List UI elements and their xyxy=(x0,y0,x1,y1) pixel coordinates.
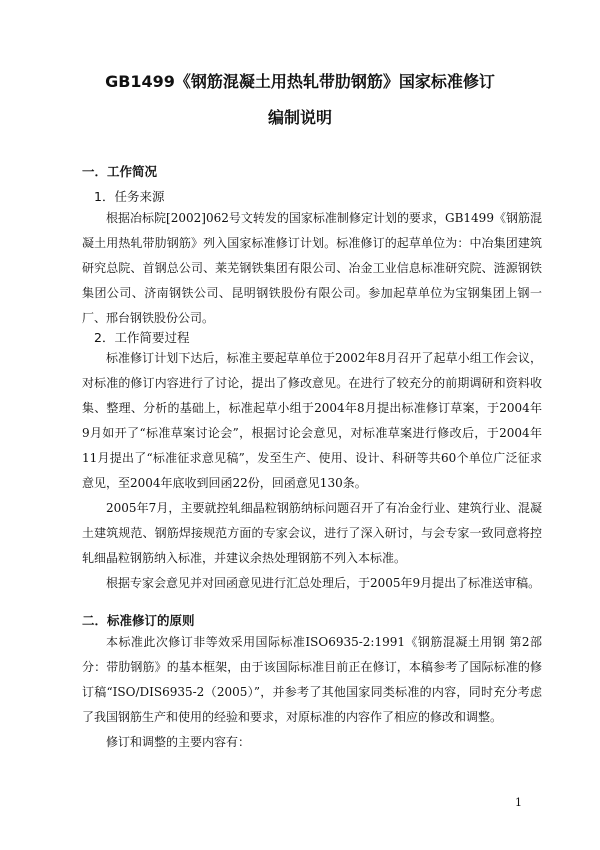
document-subtitle: 编制说明 xyxy=(267,108,332,127)
section2-paragraph-1: 本标准此次修订非等效采用国际标准ISO6935-2:1991《钢筋混凝土用钢 第2部分：带肋钢筋》的基本框架，由于该国际标准目前正在修订，本稿参考了国际标准的修订稿“ISO/DIS6935-2（2005）”，并参考了其他国家同类标准的内容，同时充分考虑了我国钢筋生产和使用的经验和要求，对原标准的内容作了相应的修改和调整。 xyxy=(82,635,542,724)
section1-sub2-paragraph-1: 标准修订计划下达后，标准主要起草单位于2002年8月召开了起草小组工作会议，对标准的修订内容进行了讨论，提出了修改意见。在进行了较充分的前期调研和资料收集、整理、分析的基础上，标准起草小组于2004年8月提出标准修订草案，于2004年9月如开了“标准草案讨论会”，根据讨论会意见，对标准草案进行修改后，于2004年11月提出了“标准征求意见稿”，发至生产、使用、设计、科研等共60个单位广泛征求意见，至2004年底收到回函22份，回函意见130条。 xyxy=(82,351,542,490)
section1-sub2-paragraph-3: 根据专家会意见并对回函意见进行汇总处理后，于2005年9月提出了标准送审稿。 xyxy=(106,576,541,590)
section1-sub2-paragraph-2: 2005年7月，主要就控轧细晶粒钢筋纳标问题召开了有冶金行业、建筑行业、混凝土建筑规范、钢筋焊接规范方面的专家会议，进行了深入研讨，与会专家一致同意将控轧细晶粒钢筋纳入标准，并建议余热处理钢筋不列入本标准。 xyxy=(82,501,542,565)
section2-paragraph-2: 修订和调整的主要内容有： xyxy=(106,735,251,749)
section1-sub1-heading: 1．任务来源 xyxy=(94,189,165,204)
section2-heading: 二．标准修订的原则 xyxy=(82,613,195,628)
document-title: GB1499《钢筋混凝土用热轧带肋钢筋》国家标准修订 xyxy=(105,72,495,91)
section1-heading: 一．工作简况 xyxy=(82,164,158,179)
page-number: 1 xyxy=(515,796,522,809)
section1-sub2-heading: 2．工作简要过程 xyxy=(94,330,190,345)
section1-sub1-paragraph: 根据冶标院[2002]062号文转发的国家标准制修定计划的要求，GB1499《钢筋混凝土用热轧带肋钢筋》列入国家标准修订计划。标准修订的起草单位为：中冶集团建筑研究总院、首钢总公司、莱芜钢铁集团有限公司、冶金工业信息标准研究院、涟源钢铁集团公司、济南钢铁公司、昆明钢铁股份有限公司。参加起草单位为宝钢集团上钢一厂、邢台钢铁股份公司。 xyxy=(82,211,542,325)
